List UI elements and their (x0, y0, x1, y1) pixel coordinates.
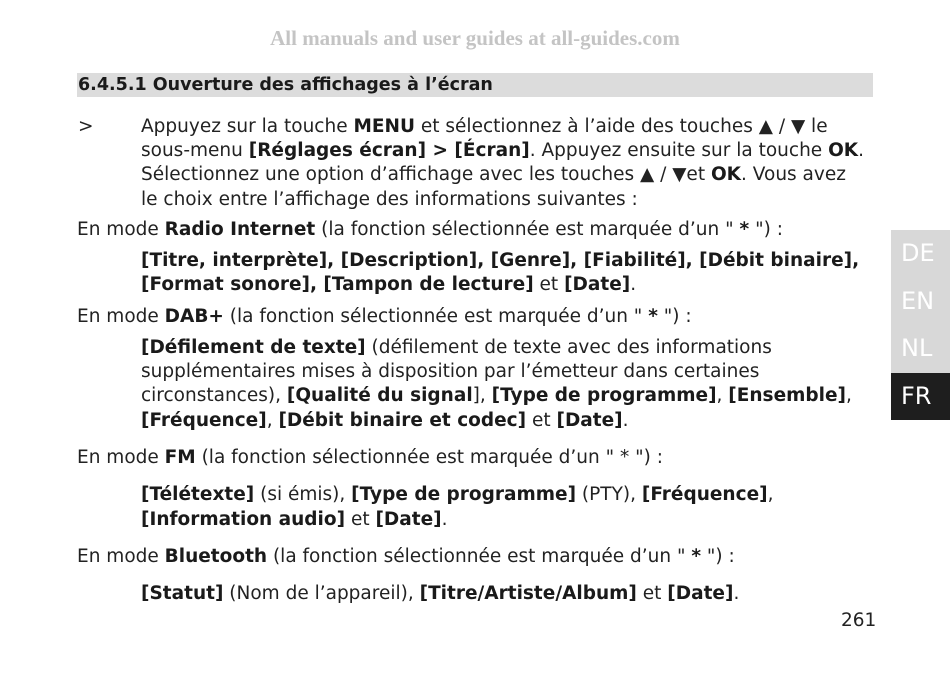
mode-radio-heading: En mode Radio Internet (la fonction sélectionnée est marquée d’un " * ") : (77, 219, 783, 240)
language-tabs (891, 230, 950, 420)
intro-line-2: sous-menu [Réglages écran] > [Écran]. Appuyez ensuite sur la touche OK. (141, 140, 865, 161)
page-number: 261 (841, 610, 877, 631)
language-tab-en[interactable]: EN (891, 278, 950, 326)
mode-dab-options-4: [Fréquence], [Débit binaire et codec] et [Date]. (141, 410, 629, 431)
intro-line-1: Appuyez sur la touche MENU et sélectionnez à l’aide des touches ▲ / ▼ le (141, 116, 828, 137)
language-tab-fr[interactable]: FR (891, 373, 950, 421)
mode-dab-options-3: circonstances), [Qualité du signal], [Type de programme], [Ensemble], (141, 385, 852, 406)
bullet-marker: > (78, 116, 94, 137)
intro-line-3: Sélectionnez une option d’affichage avec les touches ▲ / ▼et OK. Vous avez (141, 164, 846, 185)
watermark: All manuals and user guides at all-guides.com (270, 26, 680, 50)
mode-fm-heading: En mode FM (la fonction sélectionnée est marquée d’un " * ") : (77, 447, 663, 468)
mode-fm-options-1: [Télétexte] (si émis), [Type de programme] (PTY), [Fréquence], (141, 484, 774, 505)
language-tab-nl[interactable]: NL (891, 325, 950, 373)
intro-line-4: le choix entre l’affichage des informations suivantes : (141, 189, 638, 210)
mode-radio-options-2: [Format sonore], [Tampon de lecture] et [Date]. (141, 274, 637, 295)
mode-dab-options-2: supplémentaires mises à disposition par l’émetteur dans certaines (141, 361, 760, 382)
mode-dab-heading: En mode DAB+ (la fonction sélectionnée est marquée d’un " * ") : (77, 306, 692, 327)
mode-fm-options-2: [Information audio] et [Date]. (141, 509, 448, 530)
mode-radio-options-1: [Titre, interprète], [Description], [Genre], [Fiabilité], [Débit binaire], (141, 250, 860, 271)
mode-bluetooth-heading: En mode Bluetooth (la fonction sélectionnée est marquée d’un " * ") : (77, 546, 735, 567)
section-title: 6.4.5.1 Ouverture des affichages à l’écran (78, 75, 493, 95)
language-tab-de[interactable]: DE (891, 230, 950, 278)
mode-dab-options-1: [Défilement de texte] (défilement de texte avec des informations (141, 337, 772, 358)
mode-bluetooth-options-1: [Statut] (Nom de l’appareil), [Titre/Artiste/Album] et [Date]. (141, 583, 740, 604)
